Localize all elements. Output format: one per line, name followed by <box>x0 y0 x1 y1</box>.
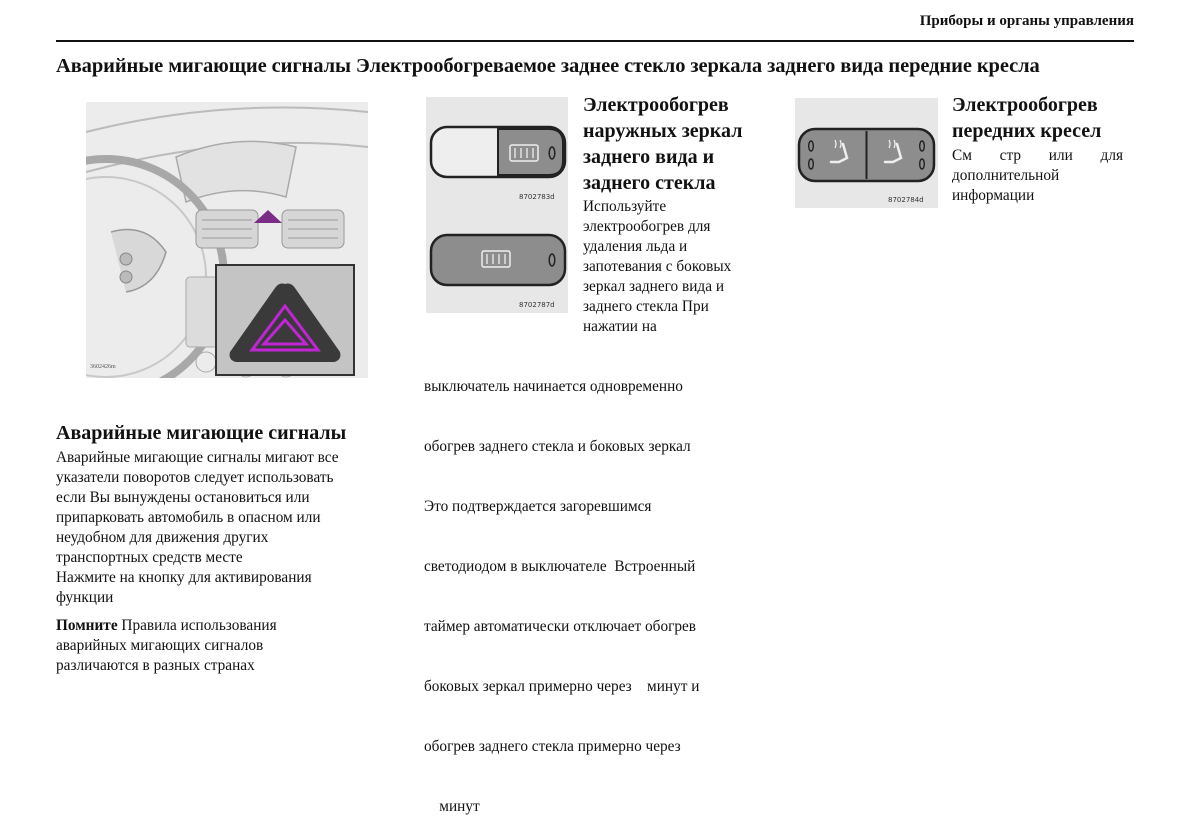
text-line: различаются в разных странах <box>56 657 255 674</box>
seat-heater-switch-figure <box>795 98 938 208</box>
heading-line: заднего вида и <box>583 146 715 168</box>
note-label: Помните <box>56 617 118 634</box>
text-line: Правила использования <box>117 617 277 634</box>
hazard-note <box>56 616 401 676</box>
seats-body <box>952 146 1123 206</box>
text-line: См стр или для <box>952 147 1123 164</box>
text-line: обогрев заднего стекла и боковых зеркал <box>424 438 691 455</box>
page-title: Аварийные мигающие сигналы Электрообогреваемое заднее стекло зеркала заднего вида передние кресла <box>56 55 1040 77</box>
heading-line: Электрообогрев <box>952 94 1098 116</box>
text-line: зеркал заднего вида и <box>583 278 725 295</box>
text-line: выключатель начинается одновременно <box>424 378 683 395</box>
mirrors-heading <box>583 92 768 196</box>
figure-code: 8702787d <box>519 301 555 309</box>
mirrors-body-wide <box>424 337 769 837</box>
hazard-heading: Аварийные мигающие сигналы <box>56 422 347 444</box>
figure-code: 8702783d <box>519 193 555 201</box>
heading-line: Электрообогрев <box>583 94 729 116</box>
text-line: Это подтверждается загоревшимся <box>424 498 652 515</box>
text-line: нажатии на <box>583 318 657 335</box>
text-line: боковых зеркал примерно через минут и <box>424 678 700 695</box>
text-line: если Вы вынуждены остановиться или <box>56 489 310 506</box>
seats-heading <box>952 92 1132 144</box>
text-line: информации <box>952 187 1035 204</box>
text-line: электрообогрев для <box>583 218 711 235</box>
header-rule <box>56 40 1134 42</box>
text-line: Аварийные мигающие сигналы мигают все <box>56 449 339 466</box>
mirrors-body-narrow <box>583 197 768 337</box>
figure-code: 3602426m <box>90 364 116 370</box>
text-line: Используйте <box>583 198 667 215</box>
text-line: таймер автоматически отключает обогрев <box>424 618 697 635</box>
heading-line: передних кресел <box>952 120 1102 142</box>
text-line: заднего стекла При <box>583 298 709 315</box>
text-line: указатели поворотов следует использовать <box>56 469 334 486</box>
text-line: неудобном для движения других <box>56 529 269 546</box>
hazard-dashboard-figure <box>86 102 368 378</box>
text-line: Нажмите на кнопку для активирования <box>56 569 312 586</box>
rear-window-switch-figure <box>426 97 568 313</box>
text-line: светодиодом в выключателе Встроенный <box>424 558 696 575</box>
figure-code: 8702784d <box>888 196 924 204</box>
text-line: минут <box>424 798 480 815</box>
text-line: удаления льда и <box>583 238 688 255</box>
text-line: аварийных мигающих сигналов <box>56 637 264 654</box>
text-line: припарковать автомобиль в опасном или <box>56 509 321 526</box>
text-line: обогрев заднего стекла примерно через <box>424 738 681 755</box>
text-line: дополнительной <box>952 167 1060 184</box>
text-line: функции <box>56 589 114 606</box>
running-header: Приборы и органы управления <box>919 13 1134 29</box>
heading-line: заднего стекла <box>583 172 716 194</box>
heading-line: наружных зеркал <box>583 120 743 142</box>
hazard-body <box>56 448 401 608</box>
text-line: транспортных средств месте <box>56 549 243 566</box>
text-line: запотевания с боковых <box>583 258 732 275</box>
